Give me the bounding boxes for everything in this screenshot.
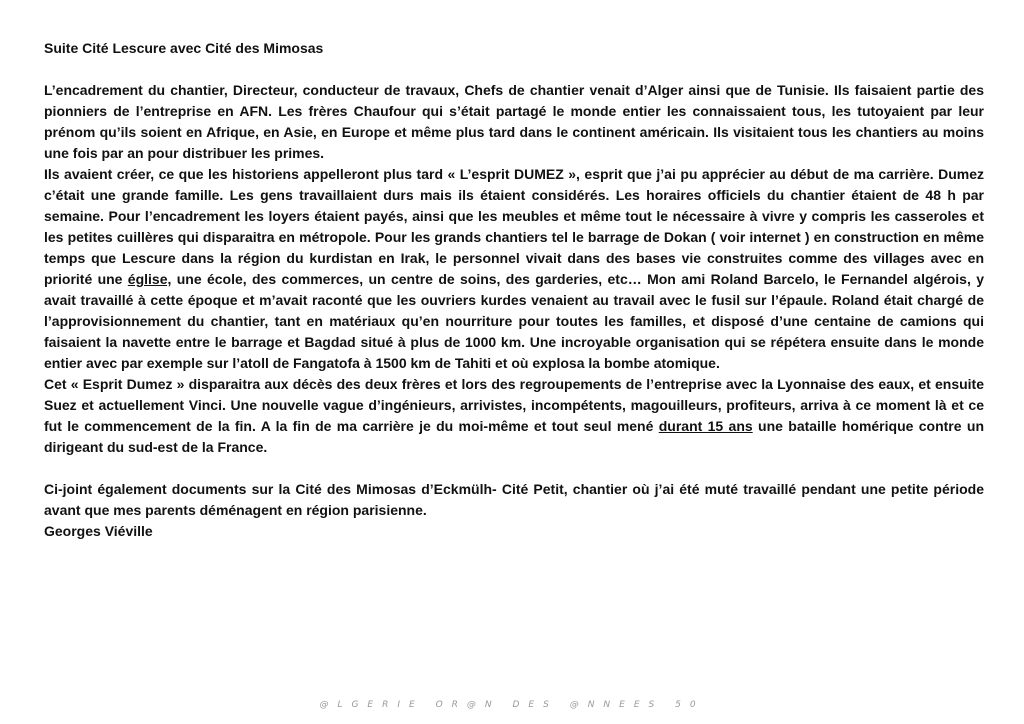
paragraph-esprit-dumez-part2: une école, des commerces, un centre de soins, des garderies, etc… Mon ami Roland Barcelo, le Fernandel algérois, y avait travaillé à cette époque et m’avait raconté que les ouvriers kurdes venaient au travail avec le fusil sur l’épaule. Roland était chargé de l’approvisionnement du chantier, tant en matériaux qu’en nourriture pour toutes les familles, et disposé d’une centaine de camions qui faisaient la navette entre le barrage et Bagdad situé à plus de 1000 km. Une incroyable organisation qui se répétera ensuite dans le monde entier avec par exemple sur l’atoll de Fangatofa à 1500 km de Tahiti et où explosa la bombe atomique. bbox=[44, 271, 984, 371]
underlined-eglise: église, bbox=[127, 271, 172, 287]
document-body bbox=[44, 38, 984, 542]
paragraph-spacer bbox=[44, 458, 984, 479]
paragraph-fin-esprit bbox=[44, 374, 984, 458]
signature: Georges Viéville bbox=[44, 523, 153, 539]
underlined-durant-15-ans: durant 15 ans bbox=[658, 418, 753, 434]
paragraph-esprit-dumez bbox=[44, 164, 984, 374]
footer-watermark: @LGERIE OR@N DES @NNEES 50 bbox=[319, 700, 705, 710]
paragraph-fin-esprit-part1: Cet « Esprit Dumez » disparaitra aux décès des deux frères et lors des regroupements de l’entreprise avec la Lyonnaise des eaux, et ensuite Suez et actuellement Vinci. Une nouvelle vague d’ingénieurs, arrivistes, incompétents, magouilleurs, profiteurs, arriva à ce moment là et ce fut le commencement de la fin. A la fin de ma carrière je du moi-même et tout seul mené bbox=[44, 376, 984, 434]
paragraph-cite-mimosas: Ci-joint également documents sur la Cité des Mimosas d’Eckmülh- Cité Petit, chantier où j’ai été muté travaillé pendant une petite période avant que mes parents déménagent en région parisienne. bbox=[44, 481, 984, 518]
paragraph-fin-esprit-part2: une bataille homérique contre un dirigeant du sud-est de la France. bbox=[44, 418, 984, 455]
document-title: Suite Cité Lescure avec Cité des Mimosas bbox=[44, 40, 324, 56]
paragraph-esprit-dumez-part1: Ils avaient créer, ce que les historiens appelleront plus tard « L’esprit DUMEZ », esprit que j’ai pu apprécier au début de ma carrière. Dumez c’était une grande famille. Les gens travaillaient durs mais ils étaient considérés. Les horaires officiels du chantier étaient de 48 h par semaine. Pour l’encadrement les loyers étaient payés, ainsi que les meubles et même tout le nécessaire à vivre y compris les casseroles et les petites cuillères qui disparaitra en métropole. Pour les grands chantiers tel le barrage de Dokan ( voir internet ) en construction en même temps que Lescure dans la région du kurdistan en Irak, le personnel vivait dans des bases vie construites comme des villages avec en priorité une bbox=[44, 166, 984, 287]
paragraph-encadrement: L’encadrement du chantier, Directeur, conducteur de travaux, Chefs de chantier venait d’Alger ainsi que de Tunisie. Ils faisaient partie des pionniers de l’entreprise en AFN. Les frères Chaufour qui s’était partagé le monde entier les connaissaient tous, les tutoyaient par leur prénom qu’ils soient en Afrique, en Asie, en Europe et même plus tard dans le continent américain. Ils visitaient tous les chantiers au moins une fois par an pour distribuer les primes. bbox=[44, 82, 984, 161]
